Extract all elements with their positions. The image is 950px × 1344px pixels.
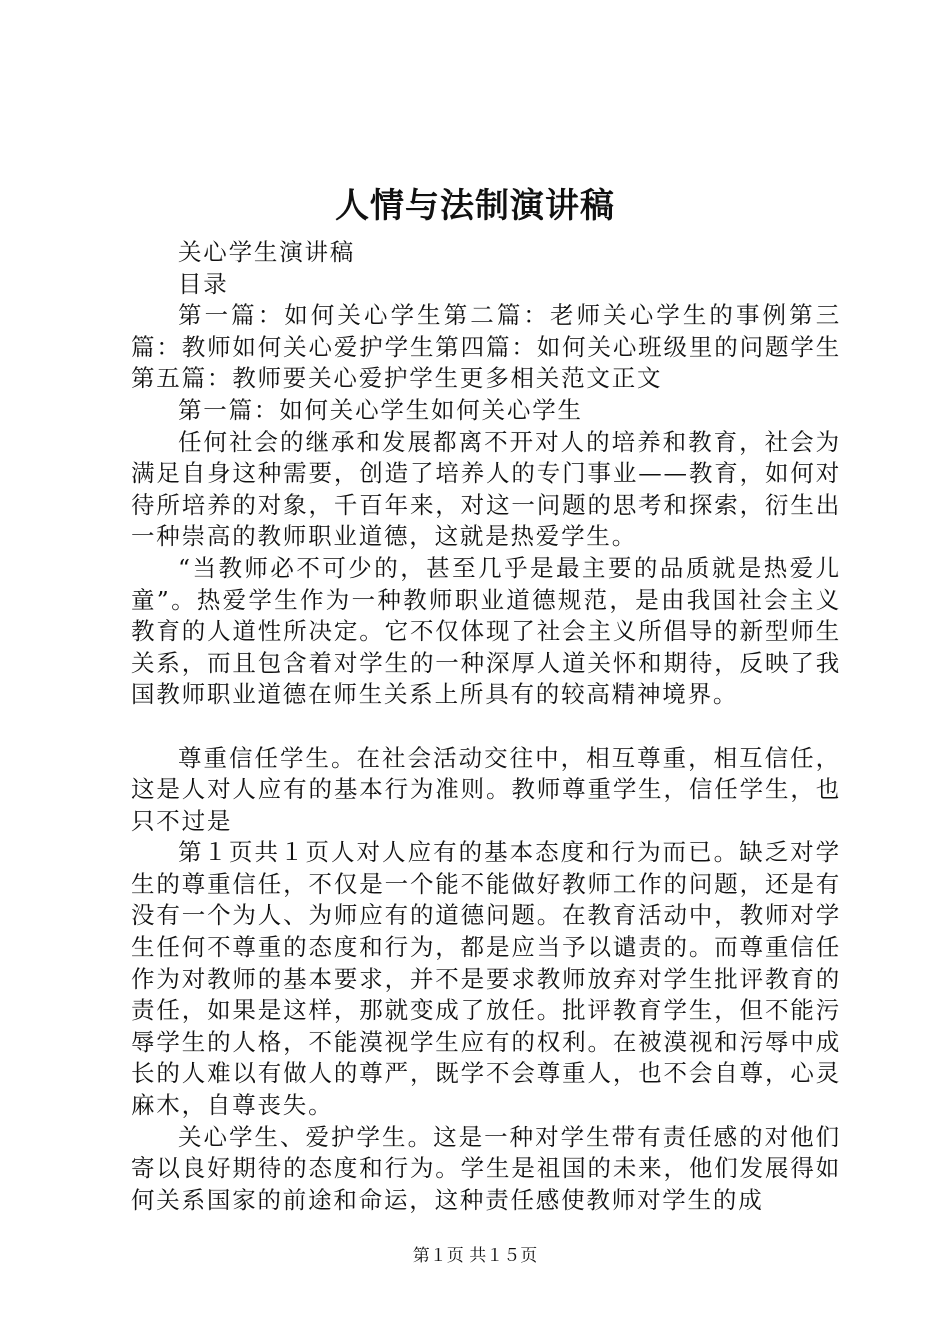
paragraph: 关心学生、爱护学生。这是一种对学生带有责任感的对他们寄以良好期待的态度和行为。学生是祖国的未来，他们发展得如何关系国家的前途和命运，这种责任感使教师对学生的成 (131, 1122, 841, 1214)
document-title: 人情与法制演讲稿 (335, 186, 615, 226)
paragraph: “当教师必不可少的，甚至几乎是最主要的品质就是热爱儿童”。热爱学生作为一种教师职业道德规范，是由我国社会主义教育的人道性所决定。它不仅体现了社会主义所倡导的新型师生关系，而且包含着对学生的一种深厚人道关怀和期待，反映了我国教师职业道德在师生关系上所具有的较高精神境界。 (131, 553, 841, 709)
paragraph-chapter-heading: 第一篇：如何关心学生如何关心学生 (178, 395, 583, 424)
paragraph: 尊重信任学生。在社会活动交往中，相互尊重，相互信任，这是人对人应有的基本行为准则。教师尊重学生，信任学生，也只不过是 (131, 743, 841, 835)
document-body (131, 237, 841, 1216)
page-footer: 第１页 共１５页 (412, 1246, 538, 1266)
paragraph-subtitle: 关心学生演讲稿 (178, 238, 356, 266)
blank-line (131, 711, 841, 743)
paragraph-toc-heading: 目录 (178, 269, 229, 298)
paragraph: 任何社会的继承和发展都离不开对人的培养和教育，社会为满足自身这种需要，创造了培养人的专门事业——教育，如何对待所培养的对象，千百年来，对这一问题的思考和探索，衍生出一种崇高的教师职业道德，这就是热爱学生。 (131, 427, 841, 551)
paragraph-toc: 第一篇：如何关心学生第二篇：老师关心学生的事例第三篇：教师如何关心爱护学生第四篇：如何关心班级里的问题学生第五篇：教师要关心爱护学生更多相关范文正文 (131, 301, 841, 393)
paragraph: 第１页共１页人对人应有的基本态度和行为而已。缺乏对学生的尊重信任，不仅是一个能不能做好教师工作的问题，还是有没有一个为人、为师应有的道德问题。在教育活动中，教师对学生任何不尊重的态度和行为，都是应当予以谴责的。而尊重信任作为对教师的基本要求，并不是要求教师放弃对学生批评教育的责任，如果是这样，那就变成了放任。批评教育学生，但不能污辱学生的人格，不能漠视学生应有的权利。在被漠视和污辱中成长的人难以有做人的尊严，既学不会尊重人，也不会自尊，心灵麻木，自尊丧失。 (131, 838, 841, 1120)
